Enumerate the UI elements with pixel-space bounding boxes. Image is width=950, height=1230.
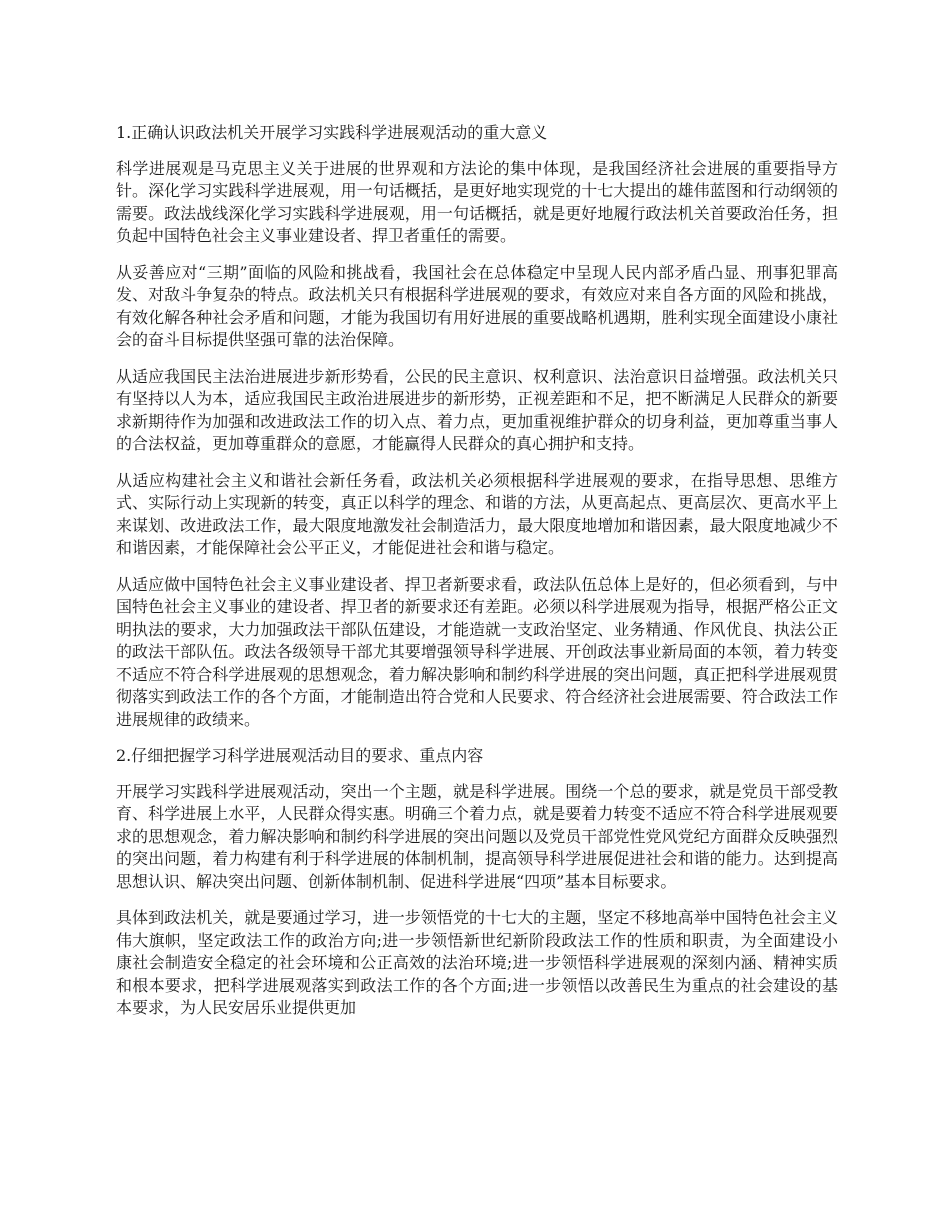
document-page bbox=[116, 122, 838, 1034]
paragraph: 科学进展观是马克思主义关于进展的世界观和方法论的集中体现，是我国经济社会进展的重要指导方针。深化学习实践科学进展观，用一句话概括，是更好地实现党的十七大提出的雄伟蓝图和行动纲领的需要。政法战线深化学习实践科学进展观，用一句话概括，就是更好地履行政法机关首要政治任务，担负起中国特色社会主义事业建设者、捍卫者重任的需要。 bbox=[116, 158, 838, 245]
section-heading-1: 1.正确认识政法机关开展学习实践科学进展观活动的重大意义 bbox=[116, 123, 548, 142]
paragraph: 从适应构建社会主义和谐社会新任务看，政法机关必须根据科学进展观的要求，在指导思想、思维方式、实际行动上实现新的转变，真正以科学的理念、和谐的方法，从更高起点、更高层次、更高水平上来谋划、改进政法工作，最大限度地激发社会制造活力，最大限度地增加和谐因素，最大限度地减少不和谐因素，才能保障社会公平正义，才能促进社会和谐与稳定。 bbox=[116, 470, 838, 557]
paragraph: 从妥善应对“三期”面临的风险和挑战看，我国社会在总体稳定中呈现人民内部矛盾凸显、刑事犯罪高发、对敌斗争复杂的特点。政法机关只有根据科学进展观的要求，有效应对来自各方面的风险和挑战，有效化解各种社会矛盾和问题，才能为我国切有用好进展的重要战略机遇期，胜利实现全面建设小康社会的奋斗目标提供坚强可靠的法治保障。 bbox=[116, 262, 838, 349]
section-heading-2: 2.仔细把握学习科学进展观活动目的要求、重点内容 bbox=[116, 746, 484, 765]
paragraph: 开展学习实践科学进展观活动，突出一个主题，就是科学进展。围绕一个总的要求，就是党员干部受教育、科学进展上水平，人民群众得实惠。明确三个着力点，就是要着力转变不适应不符合科学进展观要求的思想观念，着力解决影响和制约科学进展的突出问题以及党员干部党性党风党纪方面群众反映强烈的突出问题，着力构建有利于科学进展的体制机制，提高领导科学进展促进社会和谐的能力。达到提高思想认识、解决突出问题、创新体制机制、促进科学进展“四项”基本目标要求。 bbox=[116, 781, 838, 891]
paragraph: 从适应我国民主法治进展进步新形势看，公民的民主意识、权利意识、法治意识日益增强。政法机关只有坚持以人为本，适应我国民主政治进展进步的新形势，正视差距和不足，把不断满足人民群众的新要求新期待作为加强和改进政法工作的切入点、着力点，更加重视维护群众的切身利益，更加尊重当事人的合法权益，更加尊重群众的意愿，才能赢得人民群众的真心拥护和支持。 bbox=[116, 366, 838, 453]
paragraph: 从适应做中国特色社会主义事业建设者、捍卫者新要求看，政法队伍总体上是好的，但必须看到，与中国特色社会主义事业的建设者、捍卫者的新要求还有差距。必须以科学进展观为指导，根据严格公正文明执法的要求，大力加强政法干部队伍建设，才能造就一支政治坚定、业务精通、作风优良、执法公正的政法干部队伍。政法各级领导干部尤其要增强领导科学进展、开创政法事业新局面的本领，着力转变不适应不符合科学进展观的思想观念，着力解决影响和制约科学进展的突出问题，真正把科学进展观贯彻落实到政法工作的各个方面，才能制造出符合党和人民要求、符合经济社会进展需要、符合政法工作进展规律的政绩来。 bbox=[116, 574, 838, 729]
paragraph: 具体到政法机关，就是要通过学习，进一步领悟党的十七大的主题，坚定不移地高举中国特色社会主义伟大旗帜，坚定政法工作的政治方向;进一步领悟新世纪新阶段政法工作的性质和职责，为全面建设小康社会制造安全稳定的社会环境和公正高效的法治环境;进一步领悟科学进展观的深刻内涵、精神实质和根本要求，把科学进展观落实到政法工作的各个方面;进一步领悟以改善民生为重点的社会建设的基本要求，为人民安居乐业提供更加 bbox=[116, 908, 838, 1017]
